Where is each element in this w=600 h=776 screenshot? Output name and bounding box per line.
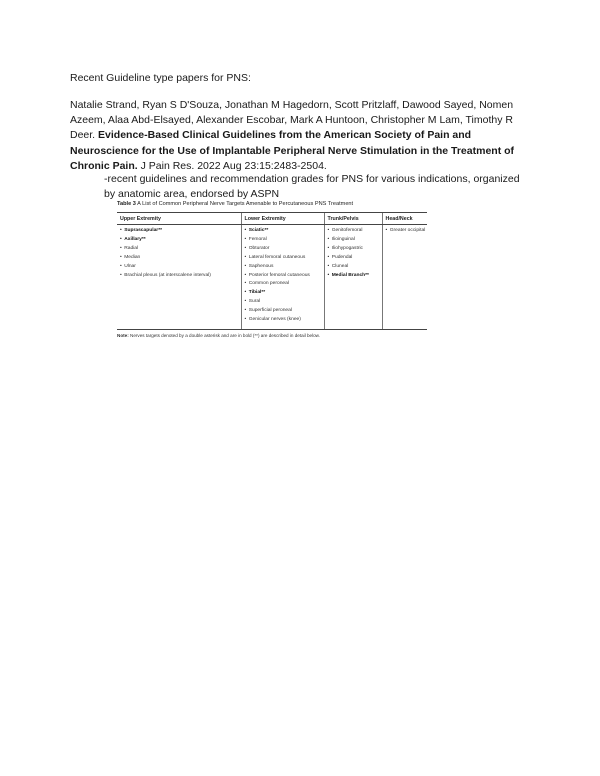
nerve-item: • Superficial peroneal [245, 307, 321, 316]
table-figure [117, 201, 427, 338]
nerve-item: • Common peroneal [245, 280, 321, 289]
nerve-item: • Radial [120, 245, 238, 254]
table-label: Table 3 [117, 201, 136, 207]
section-heading: Recent Guideline type papers for PNS: [70, 72, 251, 84]
nerve-item: • Iliohypogastric [328, 245, 379, 254]
table-note-label: Note: [117, 332, 129, 338]
nerve-item: • Femoral [245, 236, 321, 245]
nerve-item: • Greater occipital [386, 227, 425, 236]
table-row [117, 225, 427, 330]
table-header-row [117, 213, 427, 225]
column-header: Trunk/Pelvis [324, 213, 382, 225]
nerve-item: • Axillary** [120, 236, 238, 245]
nerve-item: • Tibial** [245, 289, 321, 298]
table-cell [382, 225, 427, 330]
nerve-item: • Median [120, 254, 238, 263]
guideline-note: -recent guidelines and recommendation grades for PNS for various indications, organized by anatomic area, endorsed by ASPN [104, 173, 520, 201]
citation-title: Evidence-Based Clinical Guidelines from the American Society of Pain and Neuroscience for the Use of Implantable Peripheral Nerve Stimulation in the Treatment of Chronic Pain. [70, 129, 515, 172]
table-caption-text: A List of Common Peripheral Nerve Targets Amenable to Percutaneous PNS Treatment [137, 201, 354, 207]
nerve-item: • Suprascapular** [120, 227, 238, 236]
nerve-item: • Ilioinguinal [328, 236, 379, 245]
nerve-item: • Brachial plexus (at interscalene interval) [120, 272, 238, 281]
citation-source: J Pain Res. 2022 Aug 23:15:2483-2504. [140, 159, 327, 172]
nerve-item: • Genicular nerves (knee) [245, 316, 321, 325]
nerve-item: • Pudendal [328, 254, 379, 263]
column-header: Lower Extremity [241, 213, 324, 225]
nerve-item: • Lateral femoral cutaneous [245, 254, 321, 263]
nerve-item: • Genitofemoral [328, 227, 379, 236]
table-note [117, 333, 427, 338]
table-caption [117, 201, 427, 207]
column-header: Upper Extremity [117, 213, 241, 225]
citation-authors: Natalie Strand, Ryan S D'Souza, Jonathan M Hagedorn, Scott Pritzlaff, Dawood Sayed, Nomen Azeem, Alaa Abd-Elsayed, Alexander Escobar, Mark A Huntoon, Christopher M Lam, Timothy R Deer. [70, 99, 514, 142]
nerve-item: • Ulnar [120, 263, 238, 272]
table-cell [117, 225, 241, 330]
nerve-targets-table [117, 212, 427, 330]
table-cell [324, 225, 382, 330]
nerve-item: • Sural [245, 298, 321, 307]
column-header: Head/Neck [382, 213, 427, 225]
nerve-item: • Medial Branch** [328, 272, 379, 281]
table-cell [241, 225, 324, 330]
nerve-item: • Sciatic** [245, 227, 321, 236]
table-note-text: Nerves targets denoted by a double asterisk and are in bold (**) are described in detail below. [130, 332, 321, 338]
nerve-item: • Saphenous [245, 263, 321, 272]
citation [70, 98, 532, 174]
nerve-item: • Obturator [245, 245, 321, 254]
nerve-item: • Posterior femoral cutaneous [245, 272, 321, 281]
nerve-item: • Cluneal [328, 263, 379, 272]
